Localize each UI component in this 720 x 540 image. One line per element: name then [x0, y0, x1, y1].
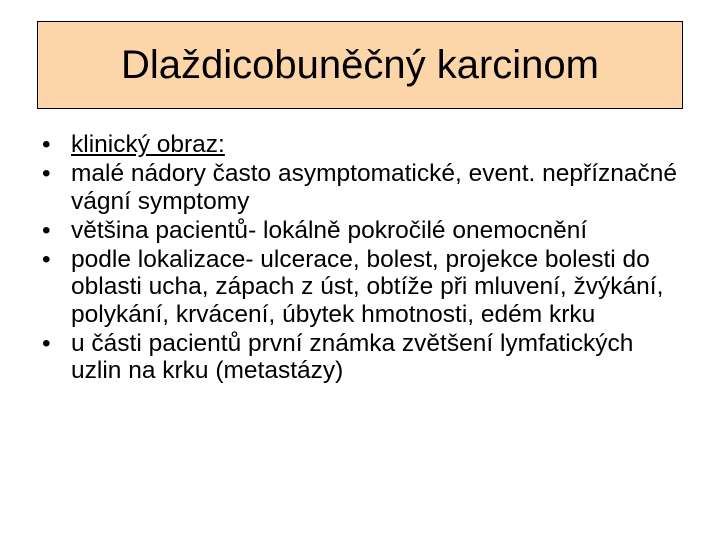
bullet-list	[42, 131, 682, 386]
slide-title: Dlaždicobuněčný karcinom	[120, 43, 599, 87]
bullet-text: u části pacientů první známka zvětšení lymfatických uzlin na krku (metastázy)	[71, 329, 634, 384]
bullet-item	[42, 160, 682, 215]
bullet-dot-icon: •	[42, 245, 51, 273]
bullet-item	[42, 330, 682, 385]
bullet-text: klinický obraz:	[71, 131, 225, 158]
bullet-text: většina pacientů- lokálně pokročilé onemocnění	[71, 216, 588, 244]
bullet-item	[42, 131, 682, 159]
title-box	[37, 21, 683, 109]
bullet-item	[42, 217, 682, 245]
bullet-dot-icon: •	[42, 216, 51, 244]
bullet-text: malé nádory často asymptomatické, event. nepříznačné vágní symptomy	[71, 160, 678, 215]
bullet-text: podle lokalizace- ulcerace, bolest, projekce bolesti do oblasti ucha, zápach z úst, obtíže při mluvení, žvýkání, polykání, krvácení, úbytek hmotnosti, edém krku	[71, 245, 664, 328]
bullet-dot-icon: •	[42, 131, 51, 158]
bullet-dot-icon: •	[42, 329, 51, 357]
bullet-item	[42, 246, 682, 329]
bullet-dot-icon: •	[42, 160, 51, 187]
